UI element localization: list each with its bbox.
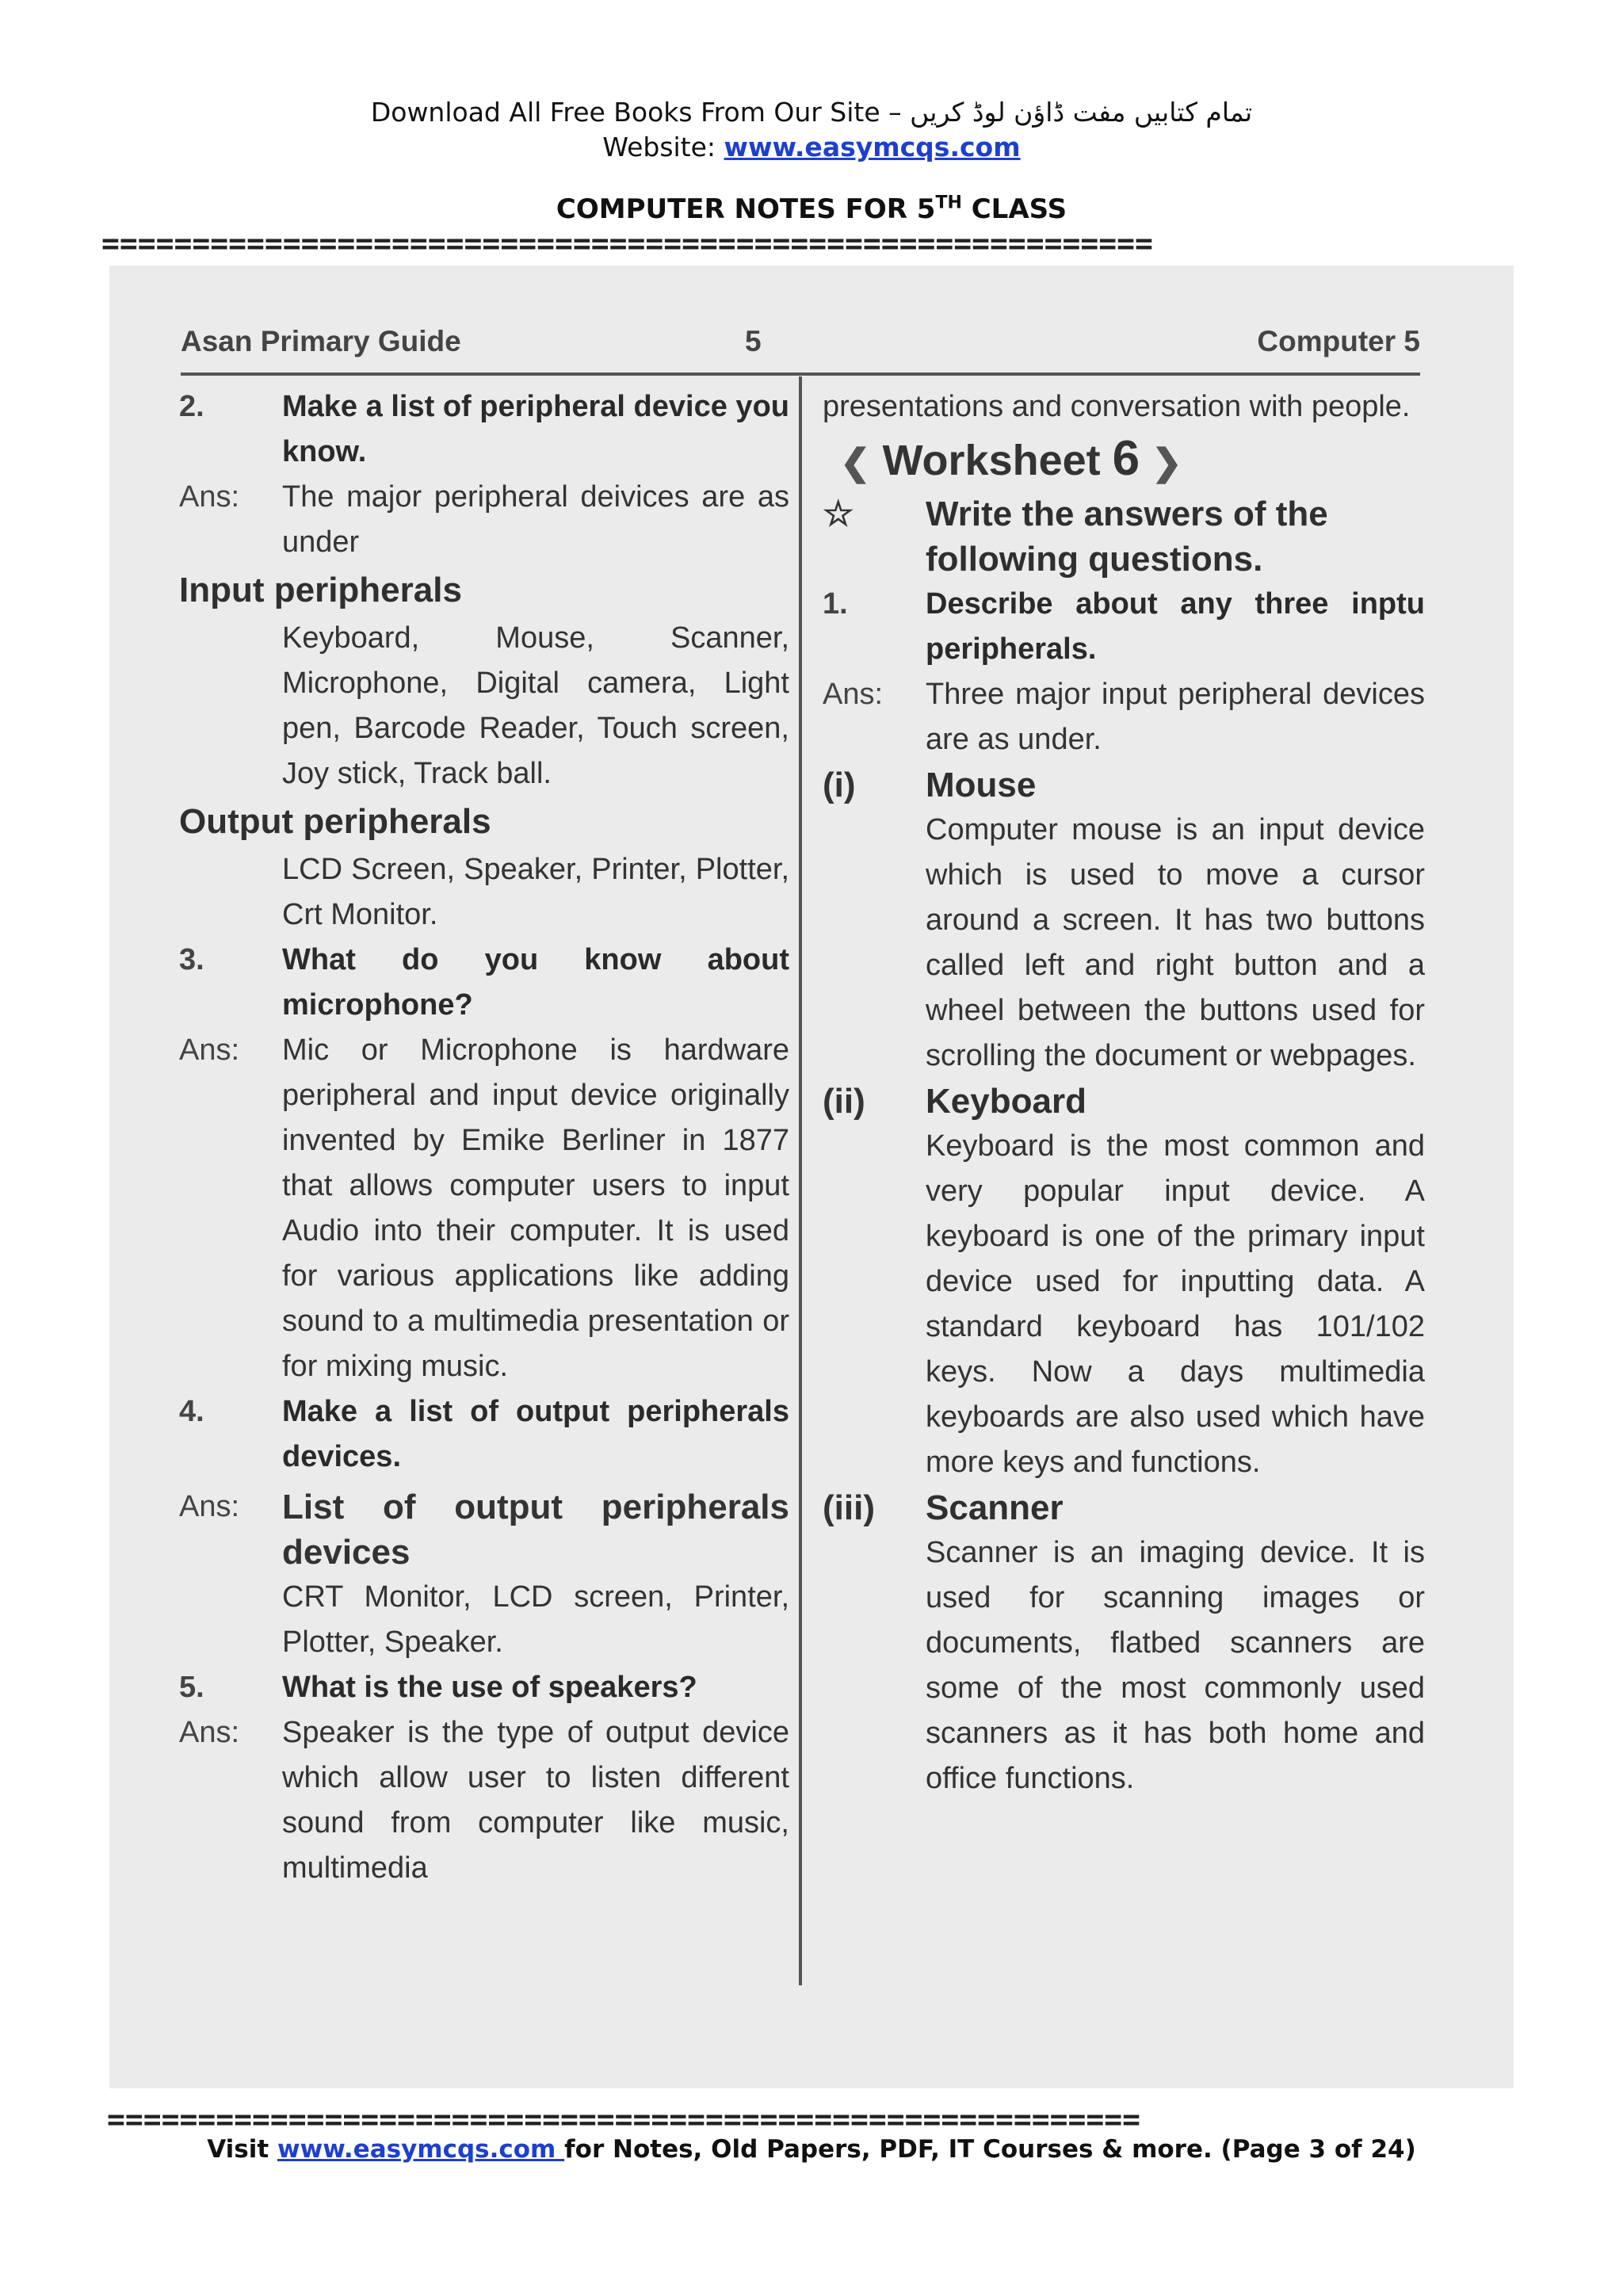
output-peripherals-list: LCD Screen, Speaker, Printer, Plotter, Crt Monitor.	[282, 853, 789, 931]
input-peripherals-heading: Input peripherals	[179, 571, 462, 609]
item-title: Keyboard	[926, 1082, 1086, 1121]
title-superscript: TH	[935, 193, 962, 213]
question-number: 5.	[179, 1671, 204, 1704]
instruction-text: Write the answers of the following questions.	[926, 495, 1328, 579]
mouse-description: Computer mouse is an input device which is used to move a cursor around a screen. It has two buttons called left and right button and a wheel between the buttons used for scrolling the document or webpages.	[926, 813, 1425, 1072]
title-prefix: COMPUTER NOTES FOR 5	[556, 193, 936, 225]
keyboard-description: Keyboard is the most common and very popular input device. A keyboard is one of the primary input device used for inputting data. A standard keyboard has 101/102 keys. Now a days multimedia keyboards are also used which have more keys and functions.	[926, 1129, 1425, 1479]
answer-label: Ans:	[179, 1716, 240, 1749]
worksheet-heading	[823, 430, 1425, 491]
answer-label: Ans:	[179, 1490, 240, 1523]
question-1	[823, 582, 1425, 672]
book-running-header	[181, 325, 1420, 376]
answer-text: The major peripheral deivices are as under	[282, 480, 789, 559]
scanner-heading	[823, 1485, 1425, 1530]
left-column	[179, 384, 789, 1891]
item-title: Mouse	[926, 766, 1037, 804]
book-page-number: 5	[745, 325, 762, 357]
footer-visit: Visit	[207, 2135, 277, 2164]
question-text: Make a list of peripheral device you know.	[282, 390, 789, 468]
title-suffix: CLASS	[961, 193, 1067, 225]
star-icon: ☆	[823, 495, 854, 533]
book-title: Asan Primary Guide	[181, 325, 461, 357]
question-text: What is the use of speakers?	[282, 1671, 697, 1704]
question-number: 4.	[179, 1395, 204, 1428]
question-5	[179, 1665, 789, 1710]
worksheet-number: 6	[1112, 431, 1140, 486]
footer-text: for Notes, Old Papers, PDF, IT Courses & more. (Page 3 of 24)	[564, 2135, 1416, 2164]
output-peripherals-heading: Output peripherals	[179, 802, 491, 841]
book-subject: Computer 5	[1257, 325, 1420, 357]
keyboard-heading	[823, 1079, 1425, 1124]
page-title	[0, 193, 1623, 225]
question-number: 1.	[823, 587, 848, 621]
scanned-book-page	[109, 266, 1514, 2088]
website-label: Website:	[602, 132, 716, 162]
worksheet-brace-left: ❮	[840, 441, 871, 483]
question-text: Make a list of output peripherals devices.	[282, 1395, 789, 1473]
mouse-heading	[823, 762, 1425, 808]
answer-5	[179, 1710, 789, 1891]
website-line	[0, 132, 1623, 162]
item-number: (i)	[823, 766, 856, 804]
item-number: (ii)	[823, 1082, 865, 1121]
bottom-rule: =========================================================	[107, 2102, 1141, 2137]
column-divider	[799, 376, 802, 1985]
download-banner: Download All Free Books From Our Site – تمام کتابیں مفت ڈاؤن لوڈ کریں	[370, 97, 1253, 128]
question-3	[179, 938, 789, 1028]
right-column	[823, 384, 1425, 1801]
input-peripherals-list: Keyboard, Mouse, Scanner, Microphone, Digital camera, Light pen, Barcode Reader, Touch screen, Joy stick, Track ball.	[282, 621, 789, 790]
answer-2	[179, 475, 789, 565]
question-text: What do you know about microphone?	[282, 943, 789, 1022]
answer-1	[823, 672, 1425, 762]
question-number: 3.	[179, 943, 204, 976]
worksheet-label: Worksheet	[882, 437, 1101, 484]
answer-label: Ans:	[823, 678, 884, 711]
answer-label: Ans:	[179, 480, 240, 514]
answer-text: Mic or Microphone is hardware peripheral and input device originally invented by Emike Berliner in 1877 that allows computer users to input Audio into their computer. It is used for various applications like adding sound to a multimedia presentation or for mixing music.	[282, 1033, 789, 1383]
answer-label: Ans:	[179, 1033, 240, 1067]
question-4	[179, 1389, 789, 1480]
worksheet-brace-right: ❯	[1151, 441, 1182, 483]
item-title: Scanner	[926, 1488, 1064, 1527]
answer-text: Speaker is the type of output device which allow user to listen different sound from computer like music, multimedia	[282, 1716, 789, 1885]
answer-3	[179, 1028, 789, 1389]
answer-text: List of output peripherals devices	[282, 1488, 789, 1572]
question-text: Describe about any three inptu peripherals.	[926, 587, 1425, 666]
continued-text: presentations and conversation with people.	[823, 390, 1411, 423]
question-number: 2.	[179, 390, 204, 423]
website-link[interactable]: www.easymcqs.com	[724, 132, 1021, 162]
instruction	[823, 491, 1425, 582]
output-devices-list: CRT Monitor, LCD screen, Printer, Plotter, Speaker.	[282, 1580, 789, 1659]
top-rule: ==========================================================	[101, 226, 1153, 261]
answer-4	[179, 1484, 789, 1575]
footer-line	[0, 2135, 1623, 2164]
footer-link[interactable]: www.easymcqs.com	[277, 2135, 565, 2164]
question-2	[179, 384, 789, 475]
scanner-description: Scanner is an imaging device. It is used for scanning images or documents, flatbed scanners are some of the most commonly used scanners as it has both home and office functions.	[926, 1536, 1425, 1795]
item-number: (iii)	[823, 1488, 875, 1527]
answer-text: Three major input peripheral devices are as under.	[926, 678, 1425, 756]
